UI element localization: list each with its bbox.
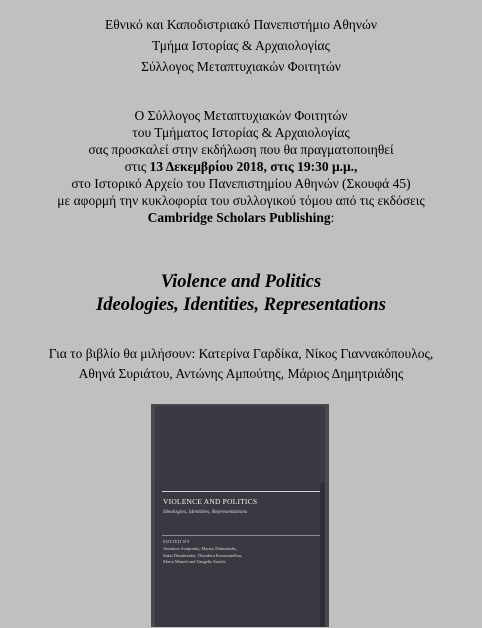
cover-rule-lower bbox=[162, 535, 320, 536]
invitation-line: με αφορμή την κυκλοφορία του συλλογικού τόμου από τις εκδόσεις bbox=[57, 193, 425, 208]
invitation-line: του Τμήματος Ιστορίας & Αρχαιολογίας bbox=[132, 125, 350, 140]
speakers-line: Για το βιβλίο θα μιλήσουν: Κατερίνα Γαρδίκα, Νίκος Γιαννακόπουλος, bbox=[48, 346, 434, 361]
book-subtitle: Ideologies, Identities, Representations bbox=[96, 295, 386, 315]
invitation-line: Ο Σύλλογος Μεταπτυχιακών Φοιτητών bbox=[134, 108, 348, 123]
cover-editors-line: Antonios Aoupoutis, Marios Dimitriadis, bbox=[163, 546, 237, 551]
header bbox=[0, 14, 482, 77]
date-prefix: στις bbox=[124, 159, 150, 174]
invitation-line: σας προσκαλεί στην εκδήλωση που θα πραγματοποιηθεί bbox=[88, 142, 394, 157]
cover-rule bbox=[162, 491, 320, 492]
cover-top-band bbox=[155, 406, 325, 483]
book-title: Violence and Politics bbox=[160, 272, 322, 292]
event-date: 13 Δεκεμβρίου 2018, στις 19:30 μ.μ., bbox=[149, 159, 358, 174]
cover-editors bbox=[163, 546, 313, 566]
association-name: Σύλλογος Μεταπτυχιακών Φοιτητών bbox=[141, 59, 341, 74]
department-name: Τμήμα Ιστορίας & Αρχαιολογίας bbox=[152, 38, 330, 53]
invitation-text bbox=[0, 107, 482, 226]
cover-editors-line: Sakis Dumitriadis, Theodora Konstantellou, bbox=[163, 552, 243, 558]
cover-editors-line: Maria Manoli and Vangelis Sarafis bbox=[163, 559, 226, 564]
cover-edited-label: EDITED BY bbox=[163, 539, 191, 544]
speakers-block bbox=[0, 344, 482, 384]
publisher-colon: : bbox=[330, 210, 335, 225]
cover-stripe bbox=[320, 483, 325, 627]
event-location: στο Ιστορικό Αρχείο του Πανεπιστημίου Αθηνών (Σκουφά 45) bbox=[71, 176, 411, 191]
university-name: Εθνικό και Καποδιστριακό Πανεπιστήμιο Αθηνών bbox=[105, 17, 377, 32]
publisher-line bbox=[0, 209, 482, 226]
book-cover-image bbox=[151, 404, 329, 627]
cover-title: VIOLENCE AND POLITICS bbox=[163, 497, 258, 506]
event-date-line bbox=[0, 158, 482, 175]
book-title-block bbox=[0, 271, 482, 317]
publisher-name: Cambridge Scholars Publishing bbox=[147, 210, 331, 225]
speakers-line: Αθηνά Συριάτου, Αντώνης Αμπούτης, Μάριος Δημητριάδης bbox=[78, 366, 404, 381]
cover-subtitle: Ideologies, Identities, Representations bbox=[163, 509, 248, 515]
